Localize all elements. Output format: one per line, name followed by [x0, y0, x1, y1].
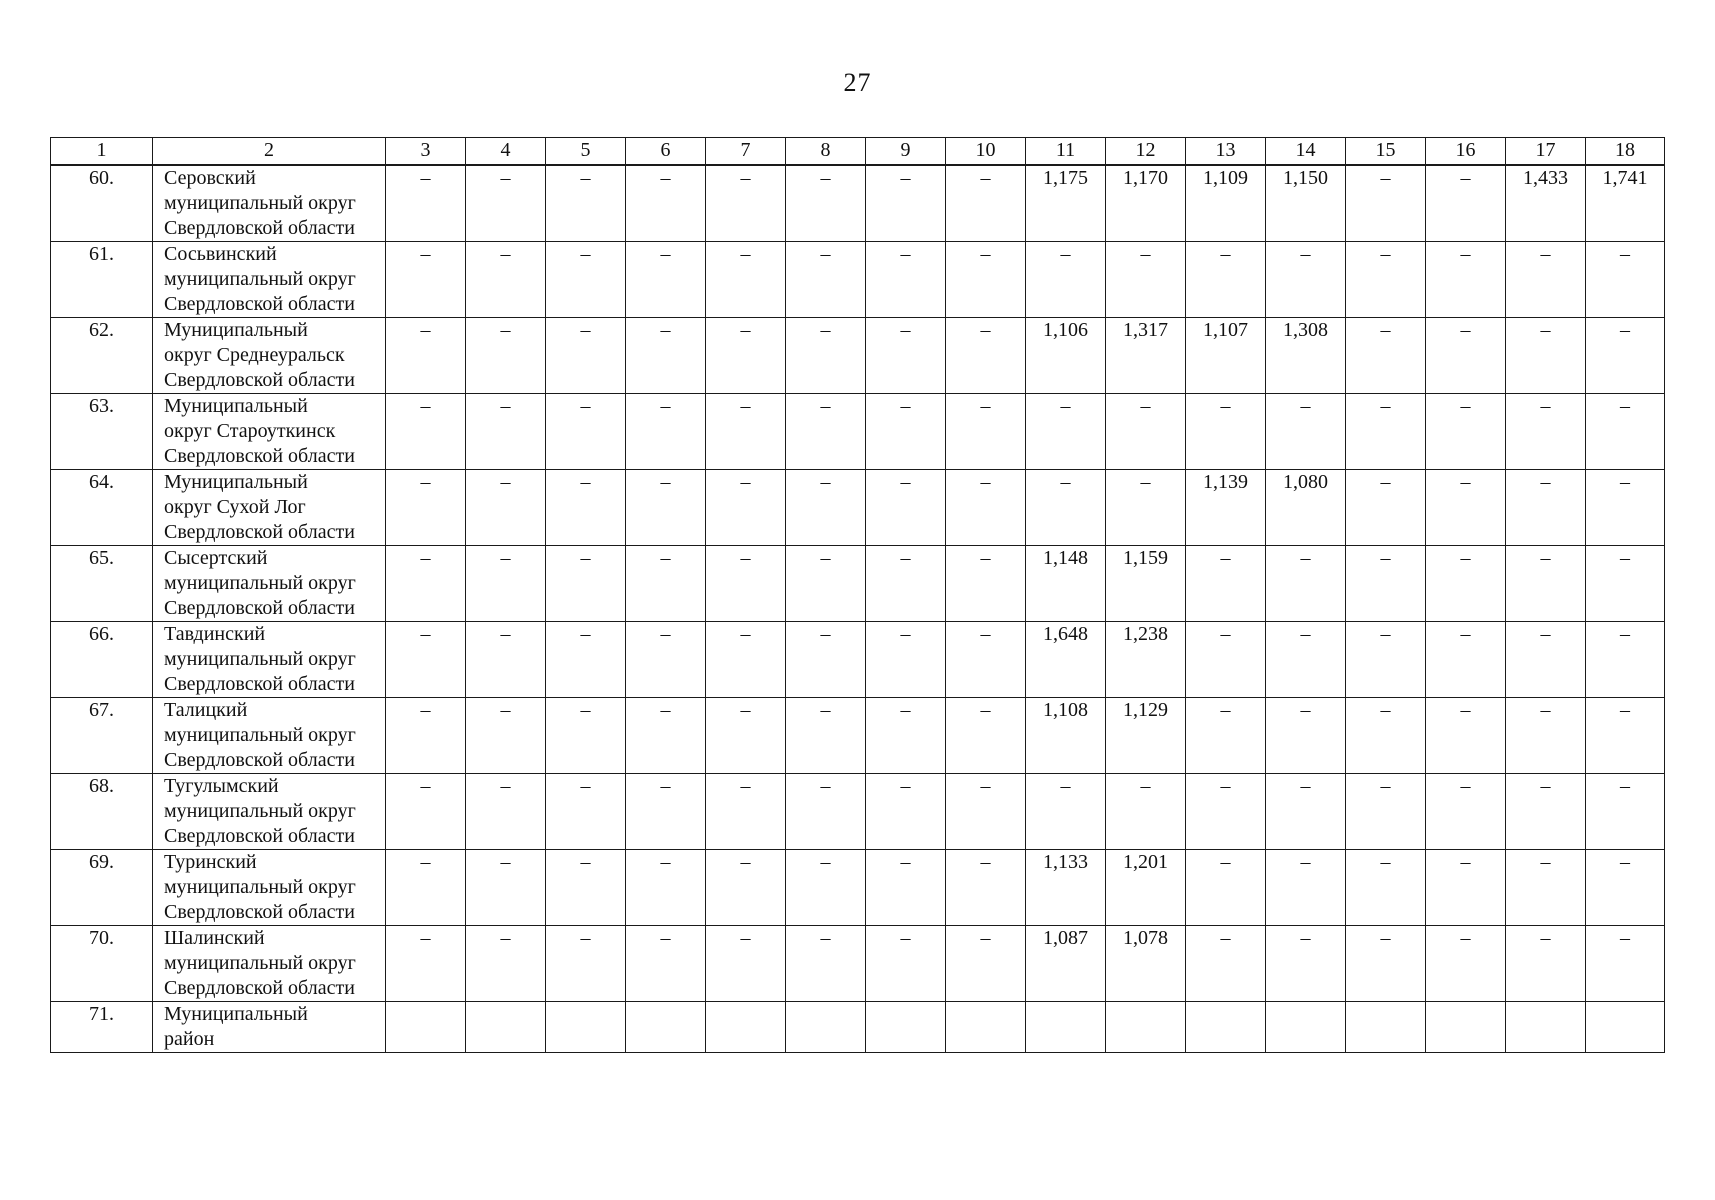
table-row [51, 318, 1665, 394]
value-cell-col-8 [786, 1002, 866, 1053]
value-cell-col-4: – [466, 850, 546, 926]
value-cell-col-15: – [1346, 774, 1426, 850]
value-cell-col-10: – [946, 318, 1026, 394]
value-cell-col-5: – [546, 622, 626, 698]
column-header-8: 8 [786, 138, 866, 166]
row-number: 71. [51, 1002, 153, 1053]
value-cell-col-14: 1,308 [1266, 318, 1346, 394]
row-number: 67. [51, 698, 153, 774]
value-cell-col-14 [1266, 1002, 1346, 1053]
value-cell-col-7: – [706, 926, 786, 1002]
value-cell-col-6: – [626, 470, 706, 546]
value-cell-col-16: – [1426, 242, 1506, 318]
value-cell-col-13: 1,107 [1186, 318, 1266, 394]
value-cell-col-4: – [466, 774, 546, 850]
value-cell-col-8: – [786, 926, 866, 1002]
value-cell-col-13: – [1186, 394, 1266, 470]
value-cell-col-17: – [1506, 394, 1586, 470]
municipality-name: Сысертский муниципальный округ Свердловской области [153, 546, 386, 622]
value-cell-col-13: – [1186, 698, 1266, 774]
value-cell-col-5: – [546, 774, 626, 850]
municipality-name: Муниципальный округ Сухой Лог Свердловской области [153, 470, 386, 546]
row-number: 63. [51, 394, 153, 470]
row-number: 60. [51, 165, 153, 242]
municipality-name: Туринский муниципальный округ Свердловской области [153, 850, 386, 926]
row-number: 62. [51, 318, 153, 394]
value-cell-col-17: – [1506, 622, 1586, 698]
value-cell-col-9: – [866, 394, 946, 470]
value-cell-col-6: – [626, 318, 706, 394]
value-cell-col-4: – [466, 394, 546, 470]
municipality-name: Тавдинский муниципальный округ Свердловской области [153, 622, 386, 698]
value-cell-col-11: – [1026, 242, 1106, 318]
value-cell-col-10: – [946, 774, 1026, 850]
value-cell-col-13: – [1186, 774, 1266, 850]
value-cell-col-10: – [946, 622, 1026, 698]
value-cell-col-17: – [1506, 242, 1586, 318]
value-cell-col-4: – [466, 698, 546, 774]
value-cell-col-3: – [386, 698, 466, 774]
value-cell-col-5 [546, 1002, 626, 1053]
value-cell-col-15: – [1346, 546, 1426, 622]
value-cell-col-6: – [626, 774, 706, 850]
value-cell-col-9 [866, 1002, 946, 1053]
table-row [51, 622, 1665, 698]
municipality-name: Тугулымский муниципальный округ Свердловской области [153, 774, 386, 850]
value-cell-col-4: – [466, 165, 546, 242]
value-cell-col-12: – [1106, 242, 1186, 318]
value-cell-col-9: – [866, 622, 946, 698]
value-cell-col-9: – [866, 926, 946, 1002]
value-cell-col-10: – [946, 698, 1026, 774]
value-cell-col-16 [1426, 1002, 1506, 1053]
value-cell-col-7: – [706, 698, 786, 774]
value-cell-col-7: – [706, 470, 786, 546]
value-cell-col-14: – [1266, 774, 1346, 850]
value-cell-col-17 [1506, 1002, 1586, 1053]
value-cell-col-11: 1,087 [1026, 926, 1106, 1002]
value-cell-col-13: – [1186, 546, 1266, 622]
municipality-name: Шалинский муниципальный округ Свердловской области [153, 926, 386, 1002]
value-cell-col-7: – [706, 850, 786, 926]
municipality-name: Муниципальный район [153, 1002, 386, 1053]
row-number: 65. [51, 546, 153, 622]
column-header-5: 5 [546, 138, 626, 166]
value-cell-col-12: 1,201 [1106, 850, 1186, 926]
column-header-12: 12 [1106, 138, 1186, 166]
value-cell-col-13: 1,139 [1186, 470, 1266, 546]
row-number: 61. [51, 242, 153, 318]
column-header-13: 13 [1186, 138, 1266, 166]
value-cell-col-11: – [1026, 774, 1106, 850]
municipality-name: Серовский муниципальный округ Свердловской области [153, 165, 386, 242]
value-cell-col-6: – [626, 850, 706, 926]
value-cell-col-16: – [1426, 774, 1506, 850]
value-cell-col-4: – [466, 242, 546, 318]
value-cell-col-5: – [546, 698, 626, 774]
value-cell-col-15: – [1346, 622, 1426, 698]
value-cell-col-7: – [706, 774, 786, 850]
value-cell-col-4: – [466, 318, 546, 394]
value-cell-col-6: – [626, 622, 706, 698]
value-cell-col-11: – [1026, 470, 1106, 546]
value-cell-col-14: – [1266, 546, 1346, 622]
value-cell-col-10 [946, 1002, 1026, 1053]
value-cell-col-6: – [626, 546, 706, 622]
value-cell-col-18: – [1586, 774, 1665, 850]
table-row [51, 165, 1665, 242]
value-cell-col-12: – [1106, 774, 1186, 850]
value-cell-col-13: – [1186, 850, 1266, 926]
data-table [50, 137, 1665, 1053]
value-cell-col-9: – [866, 850, 946, 926]
value-cell-col-12: 1,129 [1106, 698, 1186, 774]
row-number: 69. [51, 850, 153, 926]
value-cell-col-17: – [1506, 926, 1586, 1002]
value-cell-col-3: – [386, 850, 466, 926]
municipality-name: Талицкий муниципальный округ Свердловской области [153, 698, 386, 774]
value-cell-col-12: 1,317 [1106, 318, 1186, 394]
value-cell-col-10: – [946, 470, 1026, 546]
municipality-name: Сосьвинский муниципальный округ Свердловской области [153, 242, 386, 318]
value-cell-col-9: – [866, 774, 946, 850]
value-cell-col-8: – [786, 774, 866, 850]
value-cell-col-4 [466, 1002, 546, 1053]
column-header-11: 11 [1026, 138, 1106, 166]
row-number: 64. [51, 470, 153, 546]
value-cell-col-8: – [786, 698, 866, 774]
value-cell-col-4: – [466, 546, 546, 622]
value-cell-col-7: – [706, 242, 786, 318]
value-cell-col-9: – [866, 470, 946, 546]
row-number: 68. [51, 774, 153, 850]
value-cell-col-5: – [546, 546, 626, 622]
value-cell-col-11: 1,175 [1026, 165, 1106, 242]
value-cell-col-13: – [1186, 926, 1266, 1002]
value-cell-col-9: – [866, 318, 946, 394]
table-row [51, 242, 1665, 318]
page-number: 27 [843, 68, 872, 97]
value-cell-col-6: – [626, 242, 706, 318]
value-cell-col-13 [1186, 1002, 1266, 1053]
value-cell-col-10: – [946, 926, 1026, 1002]
value-cell-col-17: – [1506, 318, 1586, 394]
column-header-14: 14 [1266, 138, 1346, 166]
value-cell-col-8: – [786, 165, 866, 242]
value-cell-col-5: – [546, 926, 626, 1002]
value-cell-col-16: – [1426, 165, 1506, 242]
table-row [51, 774, 1665, 850]
value-cell-col-3: – [386, 774, 466, 850]
value-cell-col-3: – [386, 926, 466, 1002]
value-cell-col-16: – [1426, 394, 1506, 470]
value-cell-col-17: 1,433 [1506, 165, 1586, 242]
value-cell-col-3: – [386, 318, 466, 394]
column-header-16: 16 [1426, 138, 1506, 166]
row-number: 66. [51, 622, 153, 698]
value-cell-col-11: 1,133 [1026, 850, 1106, 926]
value-cell-col-18: – [1586, 850, 1665, 926]
value-cell-col-14: 1,150 [1266, 165, 1346, 242]
value-cell-col-16: – [1426, 926, 1506, 1002]
value-cell-col-4: – [466, 470, 546, 546]
value-cell-col-18: – [1586, 546, 1665, 622]
value-cell-col-15: – [1346, 850, 1426, 926]
value-cell-col-13: 1,109 [1186, 165, 1266, 242]
column-header-2: 2 [153, 138, 386, 166]
value-cell-col-15: – [1346, 470, 1426, 546]
value-cell-col-6: – [626, 698, 706, 774]
municipality-name: Муниципальный округ Староуткинск Свердловской области [153, 394, 386, 470]
table-row [51, 394, 1665, 470]
value-cell-col-11: 1,106 [1026, 318, 1106, 394]
value-cell-col-12: – [1106, 470, 1186, 546]
value-cell-col-18 [1586, 1002, 1665, 1053]
column-header-10: 10 [946, 138, 1026, 166]
value-cell-col-18: – [1586, 698, 1665, 774]
value-cell-col-6: – [626, 165, 706, 242]
value-cell-col-8: – [786, 622, 866, 698]
value-cell-col-8: – [786, 394, 866, 470]
row-number: 70. [51, 926, 153, 1002]
value-cell-col-3: – [386, 242, 466, 318]
value-cell-col-6: – [626, 394, 706, 470]
table-row [51, 850, 1665, 926]
value-cell-col-7: – [706, 318, 786, 394]
value-cell-col-14: – [1266, 850, 1346, 926]
value-cell-col-15: – [1346, 926, 1426, 1002]
value-cell-col-16: – [1426, 470, 1506, 546]
value-cell-col-18: – [1586, 470, 1665, 546]
value-cell-col-8: – [786, 318, 866, 394]
table-row [51, 1002, 1665, 1053]
value-cell-col-11: 1,108 [1026, 698, 1106, 774]
value-cell-col-13: – [1186, 622, 1266, 698]
column-header-9: 9 [866, 138, 946, 166]
value-cell-col-3 [386, 1002, 466, 1053]
column-header-1: 1 [51, 138, 153, 166]
value-cell-col-3: – [386, 622, 466, 698]
value-cell-col-9: – [866, 698, 946, 774]
value-cell-col-15: – [1346, 318, 1426, 394]
value-cell-col-15: – [1346, 394, 1426, 470]
value-cell-col-9: – [866, 242, 946, 318]
value-cell-col-16: – [1426, 318, 1506, 394]
value-cell-col-10: – [946, 850, 1026, 926]
value-cell-col-17: – [1506, 850, 1586, 926]
value-cell-col-11 [1026, 1002, 1106, 1053]
column-header-6: 6 [626, 138, 706, 166]
table-row [51, 546, 1665, 622]
value-cell-col-10: – [946, 242, 1026, 318]
value-cell-col-15 [1346, 1002, 1426, 1053]
value-cell-col-11: 1,148 [1026, 546, 1106, 622]
value-cell-col-5: – [546, 318, 626, 394]
value-cell-col-7: – [706, 394, 786, 470]
value-cell-col-6: – [626, 926, 706, 1002]
value-cell-col-8: – [786, 546, 866, 622]
value-cell-col-5: – [546, 242, 626, 318]
value-cell-col-12: 1,078 [1106, 926, 1186, 1002]
value-cell-col-17: – [1506, 774, 1586, 850]
value-cell-col-10: – [946, 546, 1026, 622]
value-cell-col-3: – [386, 165, 466, 242]
value-cell-col-14: 1,080 [1266, 470, 1346, 546]
value-cell-col-7: – [706, 546, 786, 622]
value-cell-col-18: 1,741 [1586, 165, 1665, 242]
value-cell-col-8: – [786, 470, 866, 546]
value-cell-col-14: – [1266, 926, 1346, 1002]
value-cell-col-7: – [706, 622, 786, 698]
value-cell-col-17: – [1506, 698, 1586, 774]
value-cell-col-16: – [1426, 622, 1506, 698]
value-cell-col-12: 1,170 [1106, 165, 1186, 242]
column-header-17: 17 [1506, 138, 1586, 166]
value-cell-col-18: – [1586, 394, 1665, 470]
value-cell-col-15: – [1346, 698, 1426, 774]
table-body [51, 165, 1665, 1053]
value-cell-col-18: – [1586, 318, 1665, 394]
value-cell-col-3: – [386, 470, 466, 546]
table-row [51, 470, 1665, 546]
value-cell-col-17: – [1506, 470, 1586, 546]
column-header-15: 15 [1346, 138, 1426, 166]
column-header-4: 4 [466, 138, 546, 166]
value-cell-col-7 [706, 1002, 786, 1053]
value-cell-col-8: – [786, 850, 866, 926]
value-cell-col-14: – [1266, 394, 1346, 470]
value-cell-col-3: – [386, 546, 466, 622]
value-cell-col-15: – [1346, 242, 1426, 318]
value-cell-col-3: – [386, 394, 466, 470]
value-cell-col-16: – [1426, 546, 1506, 622]
value-cell-col-18: – [1586, 926, 1665, 1002]
column-header-18: 18 [1586, 138, 1665, 166]
value-cell-col-4: – [466, 622, 546, 698]
municipality-name: Муниципальный округ Среднеуральск Свердловской области [153, 318, 386, 394]
value-cell-col-9: – [866, 546, 946, 622]
value-cell-col-8: – [786, 242, 866, 318]
value-cell-col-11: – [1026, 394, 1106, 470]
value-cell-col-18: – [1586, 622, 1665, 698]
value-cell-col-10: – [946, 394, 1026, 470]
value-cell-col-18: – [1586, 242, 1665, 318]
value-cell-col-12 [1106, 1002, 1186, 1053]
value-cell-col-14: – [1266, 698, 1346, 774]
value-cell-col-5: – [546, 394, 626, 470]
value-cell-col-7: – [706, 165, 786, 242]
value-cell-col-5: – [546, 165, 626, 242]
value-cell-col-16: – [1426, 850, 1506, 926]
table-row [51, 698, 1665, 774]
value-cell-col-13: – [1186, 242, 1266, 318]
value-cell-col-9: – [866, 165, 946, 242]
value-cell-col-14: – [1266, 242, 1346, 318]
value-cell-col-16: – [1426, 698, 1506, 774]
value-cell-col-14: – [1266, 622, 1346, 698]
value-cell-col-15: – [1346, 165, 1426, 242]
value-cell-col-5: – [546, 850, 626, 926]
value-cell-col-6 [626, 1002, 706, 1053]
value-cell-col-17: – [1506, 546, 1586, 622]
header-row [51, 138, 1665, 166]
table-row [51, 926, 1665, 1002]
value-cell-col-5: – [546, 470, 626, 546]
value-cell-col-12: 1,159 [1106, 546, 1186, 622]
column-header-3: 3 [386, 138, 466, 166]
value-cell-col-12: – [1106, 394, 1186, 470]
value-cell-col-12: 1,238 [1106, 622, 1186, 698]
column-header-7: 7 [706, 138, 786, 166]
value-cell-col-4: – [466, 926, 546, 1002]
value-cell-col-11: 1,648 [1026, 622, 1106, 698]
value-cell-col-10: – [946, 165, 1026, 242]
